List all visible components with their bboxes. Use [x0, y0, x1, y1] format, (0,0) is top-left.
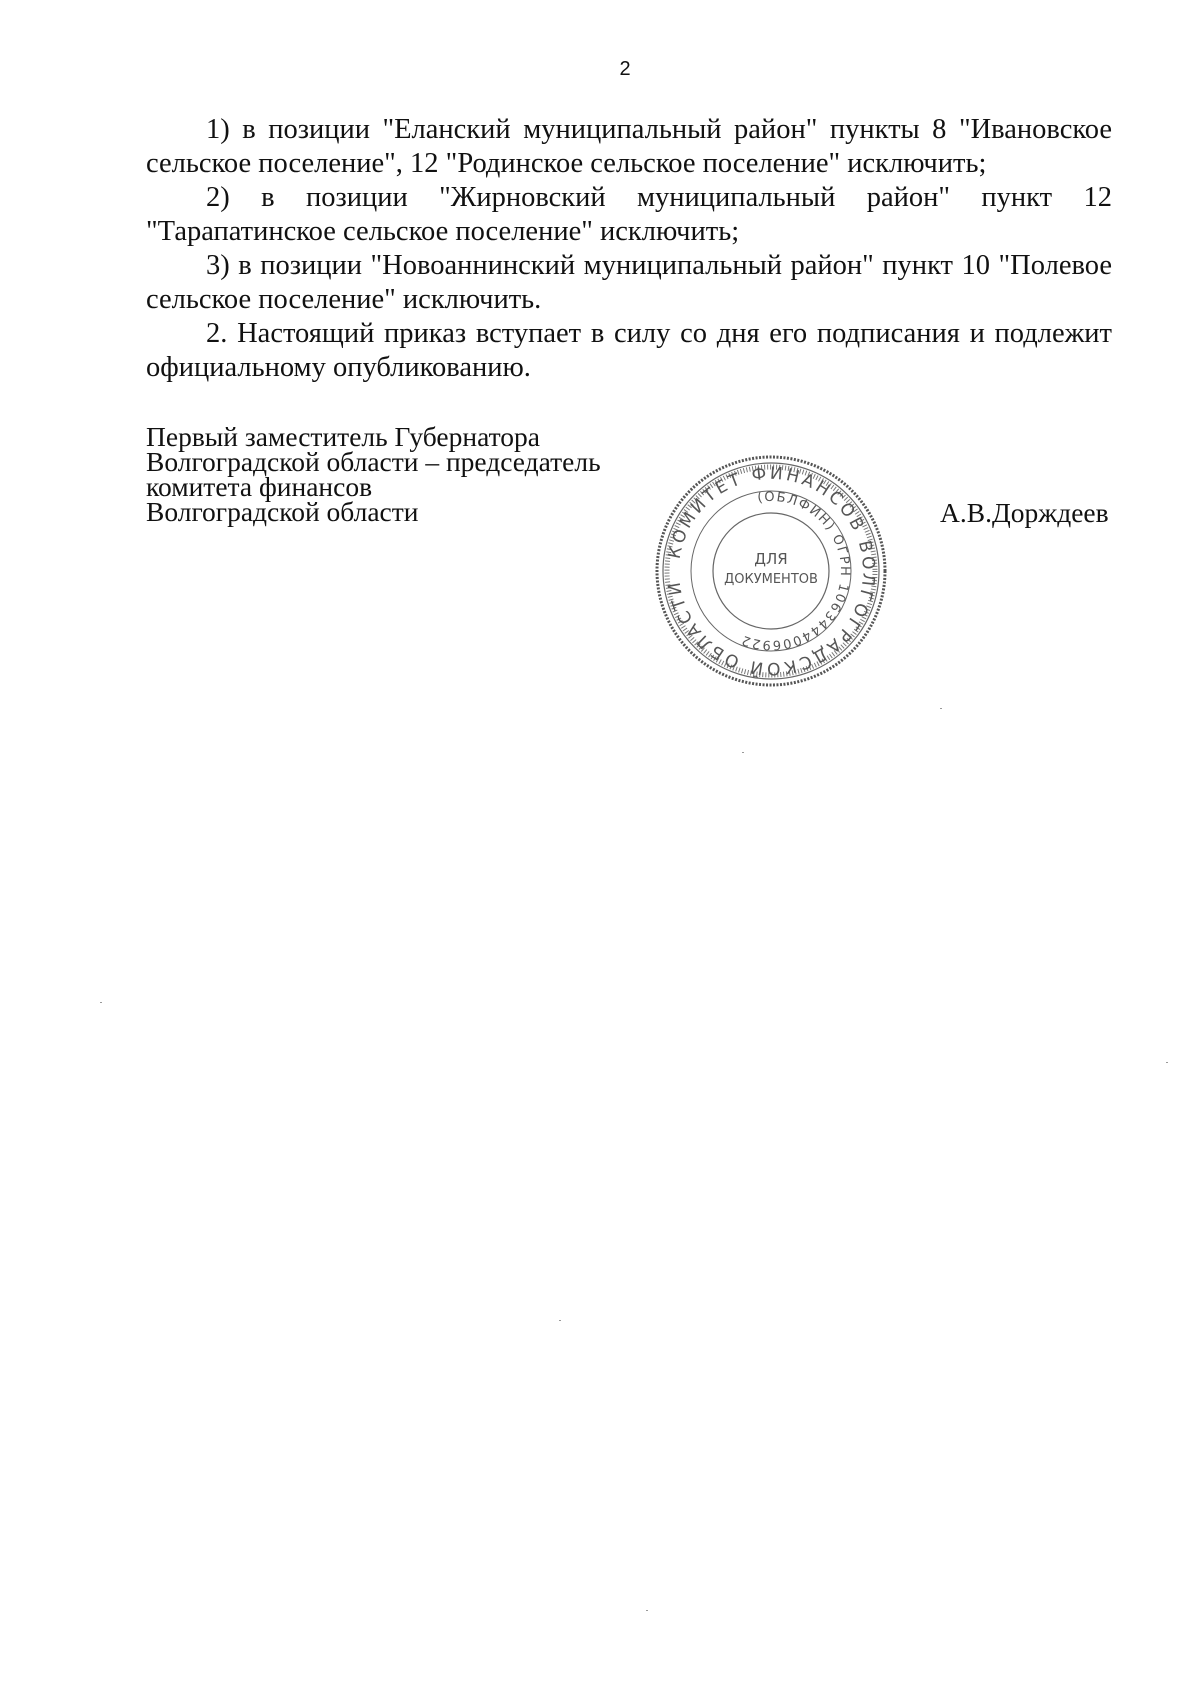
- stamp-outer-text: КОМИТЕТ ФИНАНСОВ ВОЛГОГРАДСКОЙ ОБЛАСТИ: [664, 463, 879, 679]
- stamp-inner-text: (ОБЛФИН) ОГРН 1063444006922: [738, 489, 853, 653]
- page-number: 2: [619, 58, 631, 80]
- scan-speck: [1166, 1062, 1168, 1063]
- scan-speck: [742, 752, 744, 753]
- signatory-title-line: Первый заместитель Губернатора: [146, 421, 540, 452]
- signatory-title-line: Волгоградской области: [146, 496, 419, 527]
- signatory-title-line: Волгоградской области – председатель: [146, 446, 601, 477]
- scan-speck: [940, 708, 942, 709]
- scan-speck: [646, 1610, 648, 1611]
- paragraph-item-3: 3) в позиции "Новоаннинский муниципальный район" пункт 10 "Полевое сельское поселение" исключить.: [146, 250, 1112, 315]
- paragraph-effective-date: 2. Настоящий приказ вступает в силу со дня его подписания и подлежит официальному опубликованию.: [146, 318, 1112, 383]
- paragraph-item-2: 2) в позиции "Жирновский муниципальный район" пункт 12 "Тарапатинское сельское поселение" исключить;: [146, 182, 1112, 247]
- signatory-name: А.В.Дорждеев: [940, 497, 1109, 528]
- signatory-title-line: комитета финансов: [146, 471, 373, 502]
- document-body: [146, 113, 1112, 385]
- scan-speck: [559, 1320, 561, 1321]
- stamp-ring: [713, 513, 829, 629]
- stamp-center-line2: ДОКУМЕНТОВ: [724, 572, 818, 587]
- signatory-title: [146, 421, 601, 527]
- stamp-center-line1: ДЛЯ: [754, 550, 788, 568]
- paragraph-item-1: 1) в позиции "Еланский муниципальный район" пункты 8 "Ивановское сельское поселение", 12 "Родинское сельское поселение" исключить;: [146, 114, 1112, 179]
- official-stamp: [652, 452, 890, 690]
- scan-speck: [100, 1002, 102, 1003]
